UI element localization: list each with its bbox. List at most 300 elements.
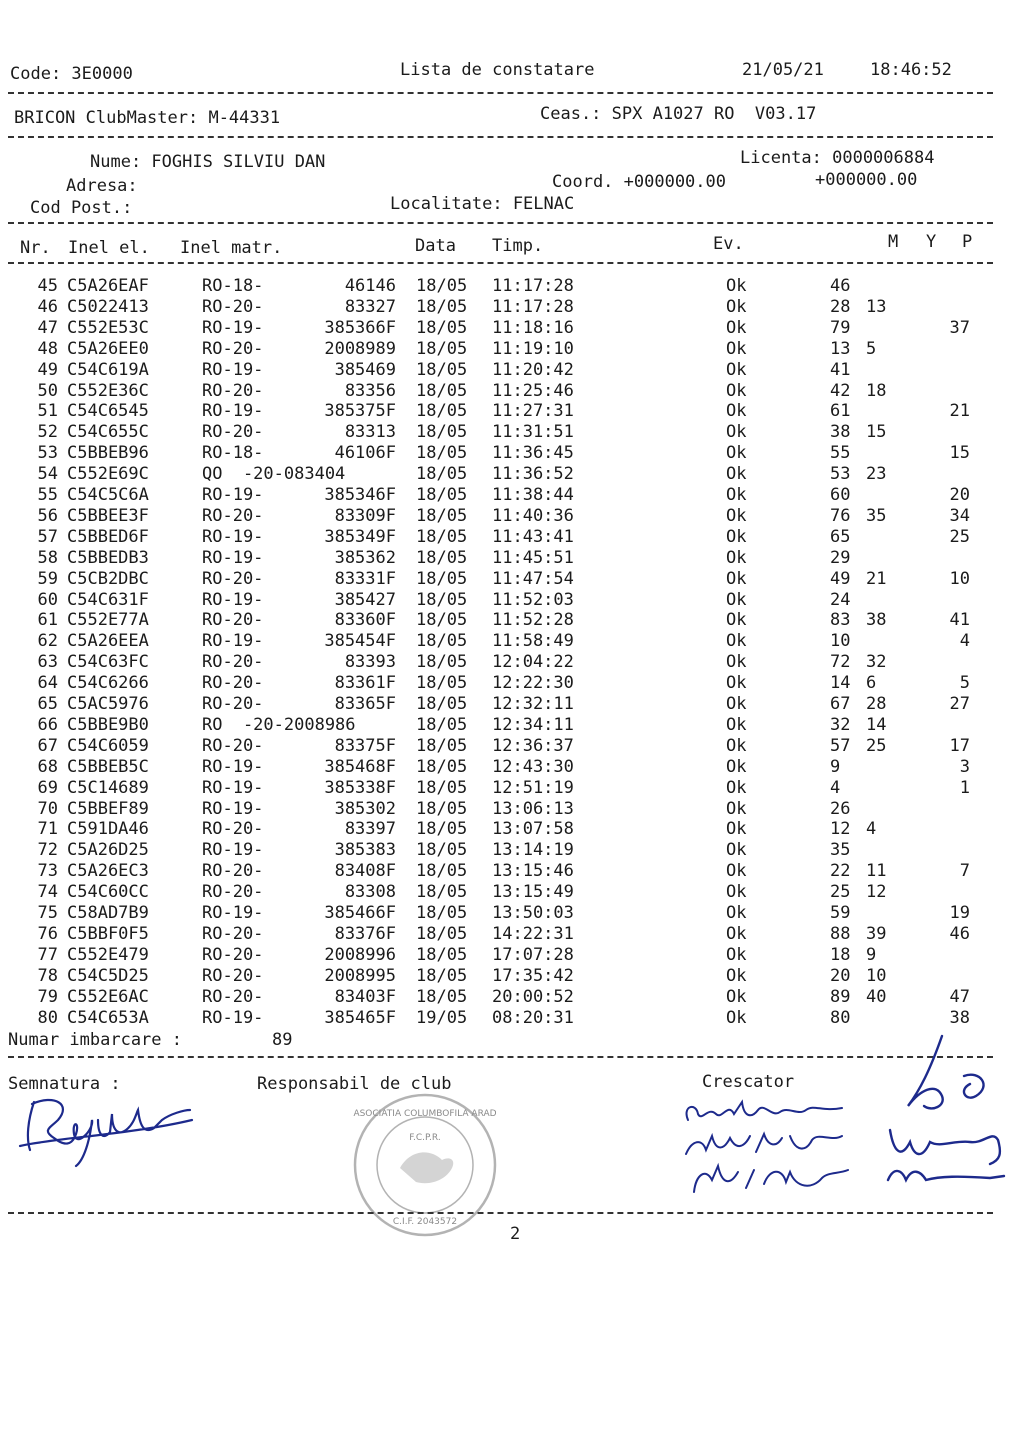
row-number: 61 xyxy=(37,610,58,631)
row-ring-number: 385346F xyxy=(324,485,396,505)
row-date: 18/05 xyxy=(416,673,468,694)
row-electronic-ring: C5A26EAF xyxy=(67,276,149,296)
row-electronic-ring: C5BBEB5C xyxy=(67,756,149,777)
row-date: 18/05 xyxy=(416,756,468,777)
row-ring-number: 2008996 xyxy=(324,944,396,965)
table-row xyxy=(0,339,1000,360)
row-m: 10 xyxy=(830,631,851,652)
breeder-label: Crescator xyxy=(702,1072,795,1092)
print-time: 18:46:52 xyxy=(870,60,952,80)
row-time: 11:36:52 xyxy=(492,464,574,485)
row-electronic-ring: C552E36C xyxy=(67,380,149,401)
row-event: Ok xyxy=(726,589,747,610)
row-ring-prefix: RO-20- xyxy=(202,944,264,965)
row-ring-number: 385454F xyxy=(324,631,396,652)
row-ring-prefix: RO-19- xyxy=(202,631,264,652)
row-event: Ok xyxy=(726,485,747,505)
row-electronic-ring: C5CB2DBC xyxy=(67,568,149,589)
row-date: 18/05 xyxy=(416,589,468,610)
row-number: 57 xyxy=(37,526,58,547)
separator-3 xyxy=(8,222,993,224)
table-row xyxy=(0,694,1000,715)
row-number: 77 xyxy=(37,944,58,965)
row-event: Ok xyxy=(726,798,747,819)
row-number: 55 xyxy=(37,485,58,505)
row-event: Ok xyxy=(726,526,747,547)
row-ring-prefix: RO-19- xyxy=(202,798,264,819)
row-m: 35 xyxy=(830,840,851,861)
signature-left xyxy=(14,1090,204,1170)
row-ring-prefix: RO-19- xyxy=(202,359,264,380)
row-m: 28 xyxy=(830,296,851,317)
table-row xyxy=(0,799,1000,820)
row-time: 12:32:11 xyxy=(492,694,574,714)
row-y: 35 xyxy=(866,505,887,526)
row-number: 48 xyxy=(37,338,58,359)
row-electronic-ring: C552E77A xyxy=(67,610,149,631)
row-m: 89 xyxy=(830,986,851,1007)
row-ring-prefix: RO-20- xyxy=(202,673,264,694)
row-event: Ok xyxy=(726,443,747,464)
row-ring-number: 46106F xyxy=(334,443,396,464)
row-date: 19/05 xyxy=(416,1007,468,1028)
row-time: 13:07:58 xyxy=(492,819,574,840)
row-electronic-ring: C54C5C6A xyxy=(67,485,149,505)
row-time: 11:36:45 xyxy=(492,443,574,464)
row-m: 38 xyxy=(830,422,851,443)
row-number: 65 xyxy=(37,694,58,714)
row-m: 18 xyxy=(830,944,851,965)
row-time: 08:20:31 xyxy=(492,1007,574,1028)
row-number: 80 xyxy=(37,1007,58,1028)
row-y: 6 xyxy=(866,673,877,694)
row-ring-number: 385383 xyxy=(334,840,396,861)
row-ring-number: 385362 xyxy=(334,547,396,568)
row-m: 88 xyxy=(830,923,851,944)
row-time: 11:25:46 xyxy=(492,380,574,401)
row-m: 79 xyxy=(830,317,851,338)
row-p: 5 xyxy=(959,673,970,694)
row-event: Ok xyxy=(726,714,747,735)
row-time: 11:38:44 xyxy=(492,485,574,505)
row-p: 17 xyxy=(949,735,970,756)
table-row xyxy=(0,945,1000,966)
row-ring-number: 83393 xyxy=(344,652,396,673)
table-row xyxy=(0,903,1000,924)
table-row xyxy=(0,924,1000,945)
row-time: 17:35:42 xyxy=(492,965,574,986)
club-master: BRICON ClubMaster: M-44331 xyxy=(14,108,281,128)
row-date: 18/05 xyxy=(416,631,468,652)
row-y: 39 xyxy=(866,923,887,944)
row-p: 7 xyxy=(959,861,970,882)
table-row xyxy=(0,882,1000,903)
row-number: 59 xyxy=(37,568,58,589)
row-ring-number: 385366F xyxy=(324,317,396,338)
row-y: 32 xyxy=(866,652,887,673)
row-electronic-ring: C552E6AC xyxy=(67,986,149,1007)
row-number: 67 xyxy=(37,735,58,756)
row-date: 18/05 xyxy=(416,840,468,861)
row-ring-number: 83361F xyxy=(334,673,396,694)
separator-5 xyxy=(8,1056,993,1058)
row-number: 64 xyxy=(37,673,58,694)
row-ring-prefix: RO-19- xyxy=(202,547,264,568)
row-y: 14 xyxy=(866,714,887,735)
row-event: Ok xyxy=(726,694,747,714)
row-time: 13:15:49 xyxy=(492,882,574,903)
row-m: 83 xyxy=(830,610,851,631)
row-number: 62 xyxy=(37,631,58,652)
table-row xyxy=(0,610,1000,631)
row-m: 42 xyxy=(830,380,851,401)
row-time: 11:43:41 xyxy=(492,526,574,547)
row-electronic-ring: C5A26EC3 xyxy=(67,861,149,882)
table-row xyxy=(0,318,1000,339)
row-ring-number: 385338F xyxy=(324,777,396,798)
row-m: 49 xyxy=(830,568,851,589)
row-electronic-ring: C5BBED6F xyxy=(67,526,149,547)
col-header-y: Y xyxy=(926,232,937,252)
row-ring-prefix: RO-20- xyxy=(202,296,264,317)
row-event: Ok xyxy=(726,944,747,965)
row-date: 18/05 xyxy=(416,965,468,986)
table-row xyxy=(0,840,1000,861)
row-number: 72 xyxy=(37,840,58,861)
row-y: 15 xyxy=(866,422,887,443)
row-ring-number: 385468F xyxy=(324,756,396,777)
row-ring-number: 385469 xyxy=(334,359,396,380)
row-ring-number: 385349F xyxy=(324,526,396,547)
row-ring-prefix: RO-19- xyxy=(202,1007,264,1028)
stamp-text-top: ASOCIATIA COLUMBOFILA ARAD xyxy=(353,1109,497,1119)
row-number: 70 xyxy=(37,798,58,819)
row-y: 23 xyxy=(866,464,887,485)
row-number: 68 xyxy=(37,756,58,777)
row-ring-number: 83376F xyxy=(334,923,396,944)
row-electronic-ring: C5BBEDB3 xyxy=(67,547,149,568)
row-event: Ok xyxy=(726,317,747,338)
row-y: 18 xyxy=(866,380,887,401)
row-ring-prefix: RO-19- xyxy=(202,840,264,861)
row-date: 18/05 xyxy=(416,652,468,673)
signature-right xyxy=(880,1030,1010,1200)
row-event: Ok xyxy=(726,777,747,798)
row-number: 50 xyxy=(37,380,58,401)
row-number: 47 xyxy=(37,317,58,338)
row-m: 13 xyxy=(830,338,851,359)
row-electronic-ring: C54C60CC xyxy=(67,882,149,903)
row-ring-prefix: RO-20- xyxy=(202,338,264,359)
row-m: 72 xyxy=(830,652,851,673)
separator-4 xyxy=(8,262,993,264)
row-ring-number: 385427 xyxy=(334,589,396,610)
row-date: 18/05 xyxy=(416,798,468,819)
row-p: 10 xyxy=(949,568,970,589)
row-ring-number: 83313 xyxy=(344,422,396,443)
row-number: 63 xyxy=(37,652,58,673)
row-date: 18/05 xyxy=(416,882,468,903)
row-time: 11:27:31 xyxy=(492,401,574,422)
row-m: 24 xyxy=(830,589,851,610)
row-time: 11:18:16 xyxy=(492,317,574,338)
row-date: 18/05 xyxy=(416,443,468,464)
row-time: 11:17:28 xyxy=(492,296,574,317)
row-time: 14:22:31 xyxy=(492,923,574,944)
row-event: Ok xyxy=(726,840,747,861)
row-time: 12:51:19 xyxy=(492,777,574,798)
col-header-time: Timp. xyxy=(492,236,544,256)
row-ring-prefix: RO-20- xyxy=(202,694,264,714)
row-p: 34 xyxy=(949,505,970,526)
row-number: 71 xyxy=(37,819,58,840)
row-time: 12:22:30 xyxy=(492,673,574,694)
row-number: 56 xyxy=(37,505,58,526)
row-time: 11:47:54 xyxy=(492,568,574,589)
row-event: Ok xyxy=(726,464,747,485)
col-header-ev: Ev. xyxy=(713,234,744,254)
table-row xyxy=(0,987,1000,1008)
row-y: 11 xyxy=(866,861,887,882)
row-event: Ok xyxy=(726,401,747,422)
row-electronic-ring: C54C6266 xyxy=(67,673,149,694)
separator-6 xyxy=(8,1212,993,1214)
row-p: 15 xyxy=(949,443,970,464)
row-date: 18/05 xyxy=(416,359,468,380)
row-p: 3 xyxy=(959,756,970,777)
row-ring-number: 83356 xyxy=(344,380,396,401)
row-number: 78 xyxy=(37,965,58,986)
row-number: 53 xyxy=(37,443,58,464)
row-m: 29 xyxy=(830,547,851,568)
row-ring-prefix: RO-20- xyxy=(202,505,264,526)
table-row xyxy=(0,443,1000,464)
row-date: 18/05 xyxy=(416,568,468,589)
table-row xyxy=(0,422,1000,443)
row-p: 4 xyxy=(959,631,970,652)
row-electronic-ring: C5BBEB96 xyxy=(67,443,149,464)
row-y: 40 xyxy=(866,986,887,1007)
row-y: 38 xyxy=(866,610,887,631)
boarding-value: 89 xyxy=(272,1030,293,1050)
row-date: 18/05 xyxy=(416,380,468,401)
table-row xyxy=(0,485,1000,506)
row-event: Ok xyxy=(726,861,747,882)
row-ring-prefix: RO-18- xyxy=(202,443,264,464)
row-number: 58 xyxy=(37,547,58,568)
separator-2 xyxy=(8,136,993,138)
row-date: 18/05 xyxy=(416,777,468,798)
row-m: 41 xyxy=(830,359,851,380)
row-date: 18/05 xyxy=(416,505,468,526)
table-row xyxy=(0,527,1000,548)
row-ring-prefix: RO-20- xyxy=(202,652,264,673)
row-date: 18/05 xyxy=(416,547,468,568)
row-time: 11:58:49 xyxy=(492,631,574,652)
row-number: 69 xyxy=(37,777,58,798)
table-row xyxy=(0,757,1000,778)
row-time: 11:52:03 xyxy=(492,589,574,610)
row-number: 51 xyxy=(37,401,58,422)
row-ring-number: 83403F xyxy=(334,986,396,1007)
row-event: Ok xyxy=(726,819,747,840)
row-electronic-ring: C54C6545 xyxy=(67,401,149,422)
row-m: 12 xyxy=(830,819,851,840)
row-event: Ok xyxy=(726,568,747,589)
table-row xyxy=(0,276,1000,297)
row-event: Ok xyxy=(726,923,747,944)
row-number: 76 xyxy=(37,923,58,944)
row-number: 75 xyxy=(37,903,58,923)
table-row xyxy=(0,360,1000,381)
row-event: Ok xyxy=(726,359,747,380)
row-p: 19 xyxy=(949,903,970,923)
row-date: 18/05 xyxy=(416,422,468,443)
col-header-nr: Nr. xyxy=(20,238,51,258)
row-y: 5 xyxy=(866,338,877,359)
row-p: 25 xyxy=(949,526,970,547)
row-ring-prefix: RO-20- xyxy=(202,861,264,882)
row-date: 18/05 xyxy=(416,986,468,1007)
table-row xyxy=(0,401,1000,422)
row-date: 18/05 xyxy=(416,714,468,735)
stamp-text-mid: F.C.P.R. xyxy=(409,1133,441,1143)
row-date: 18/05 xyxy=(416,861,468,882)
separator-1 xyxy=(8,92,993,94)
row-ring-number: 83331F xyxy=(334,568,396,589)
table-row xyxy=(0,966,1000,987)
row-event: Ok xyxy=(726,652,747,673)
row-ring-number: 83308 xyxy=(344,882,396,903)
row-date: 18/05 xyxy=(416,296,468,317)
row-electronic-ring: C58AD7B9 xyxy=(67,903,149,923)
row-m: 4 xyxy=(830,777,841,798)
row-number: 45 xyxy=(37,276,58,296)
table-row xyxy=(0,1008,1000,1029)
row-time: 12:04:22 xyxy=(492,652,574,673)
row-ring-prefix: RO -20-2008986 xyxy=(202,714,356,735)
row-time: 12:43:30 xyxy=(492,756,574,777)
row-ring-number: 83365F xyxy=(334,694,396,714)
row-electronic-ring: C5BBEF89 xyxy=(67,798,149,819)
table-row xyxy=(0,464,1000,485)
row-time: 11:19:10 xyxy=(492,338,574,359)
table-row xyxy=(0,381,1000,402)
row-time: 12:34:11 xyxy=(492,714,574,735)
row-electronic-ring: C5BBE9B0 xyxy=(67,714,149,735)
row-p: 20 xyxy=(949,485,970,505)
row-date: 18/05 xyxy=(416,819,468,840)
owner-name: Nume: FOGHIS SILVIU DAN xyxy=(90,152,326,172)
row-electronic-ring: C54C6059 xyxy=(67,735,149,756)
row-time: 11:52:28 xyxy=(492,610,574,631)
row-date: 18/05 xyxy=(416,485,468,505)
row-time: 13:14:19 xyxy=(492,840,574,861)
row-event: Ok xyxy=(726,735,747,756)
print-date: 21/05/21 xyxy=(742,60,824,80)
row-p: 46 xyxy=(949,923,970,944)
row-event: Ok xyxy=(726,673,747,694)
row-ring-prefix: RO-19- xyxy=(202,756,264,777)
row-ring-prefix: RO-18- xyxy=(202,276,264,296)
row-event: Ok xyxy=(726,631,747,652)
row-ring-prefix: RO-20- xyxy=(202,568,264,589)
row-electronic-ring: C5AC5976 xyxy=(67,694,149,714)
col-header-m: M xyxy=(888,232,899,252)
row-m: 25 xyxy=(830,882,851,903)
row-m: 20 xyxy=(830,965,851,986)
row-event: Ok xyxy=(726,380,747,401)
row-electronic-ring: C54C619A xyxy=(67,359,149,380)
row-m: 60 xyxy=(830,485,851,505)
row-m: 65 xyxy=(830,526,851,547)
row-date: 18/05 xyxy=(416,923,468,944)
owner-postal-code: Cod Post.: xyxy=(30,198,133,218)
row-electronic-ring: C552E69C xyxy=(67,464,149,485)
row-event: Ok xyxy=(726,903,747,923)
row-date: 18/05 xyxy=(416,526,468,547)
row-y: 28 xyxy=(866,694,887,714)
row-time: 11:40:36 xyxy=(492,505,574,526)
row-electronic-ring: C552E53C xyxy=(67,317,149,338)
document-title: Lista de constatare xyxy=(400,60,595,80)
row-event: Ok xyxy=(726,276,747,296)
row-event: Ok xyxy=(726,610,747,631)
row-y: 12 xyxy=(866,882,887,903)
row-ring-prefix: RO-20- xyxy=(202,882,264,903)
row-m: 55 xyxy=(830,443,851,464)
table-row xyxy=(0,590,1000,611)
row-p: 1 xyxy=(959,777,970,798)
table-row xyxy=(0,736,1000,757)
row-p: 47 xyxy=(949,986,970,1007)
row-event: Ok xyxy=(726,296,747,317)
row-event: Ok xyxy=(726,338,747,359)
row-m: 61 xyxy=(830,401,851,422)
row-y: 4 xyxy=(866,819,877,840)
row-m: 53 xyxy=(830,464,851,485)
row-electronic-ring: C5C14689 xyxy=(67,777,149,798)
row-ring-prefix: RO-20- xyxy=(202,610,264,631)
row-ring-number: 46146 xyxy=(344,276,396,296)
row-date: 18/05 xyxy=(416,735,468,756)
row-ring-prefix: RO-19- xyxy=(202,903,264,923)
row-ring-number: 385466F xyxy=(324,903,396,923)
row-number: 54 xyxy=(37,464,58,485)
row-m: 80 xyxy=(830,1007,851,1028)
club-stamp xyxy=(350,1090,500,1240)
row-y: 21 xyxy=(866,568,887,589)
row-ring-prefix: RO-19- xyxy=(202,485,264,505)
boarding-label: Numar imbarcare : xyxy=(8,1030,182,1050)
row-event: Ok xyxy=(726,986,747,1007)
table-row xyxy=(0,506,1000,527)
row-ring-prefix: RO-19- xyxy=(202,401,264,422)
row-date: 18/05 xyxy=(416,317,468,338)
row-date: 18/05 xyxy=(416,610,468,631)
owner-coord: Coord. +000000.00 xyxy=(552,172,726,192)
row-time: 13:15:46 xyxy=(492,861,574,882)
row-number: 66 xyxy=(37,714,58,735)
row-ring-number: 83360F xyxy=(334,610,396,631)
row-event: Ok xyxy=(726,882,747,903)
table-row xyxy=(0,652,1000,673)
row-ring-prefix: RO-20- xyxy=(202,422,264,443)
row-p: 21 xyxy=(949,401,970,422)
row-ring-prefix: RO-19- xyxy=(202,589,264,610)
row-electronic-ring: C54C631F xyxy=(67,589,149,610)
row-electronic-ring: C5BBF0F5 xyxy=(67,923,149,944)
